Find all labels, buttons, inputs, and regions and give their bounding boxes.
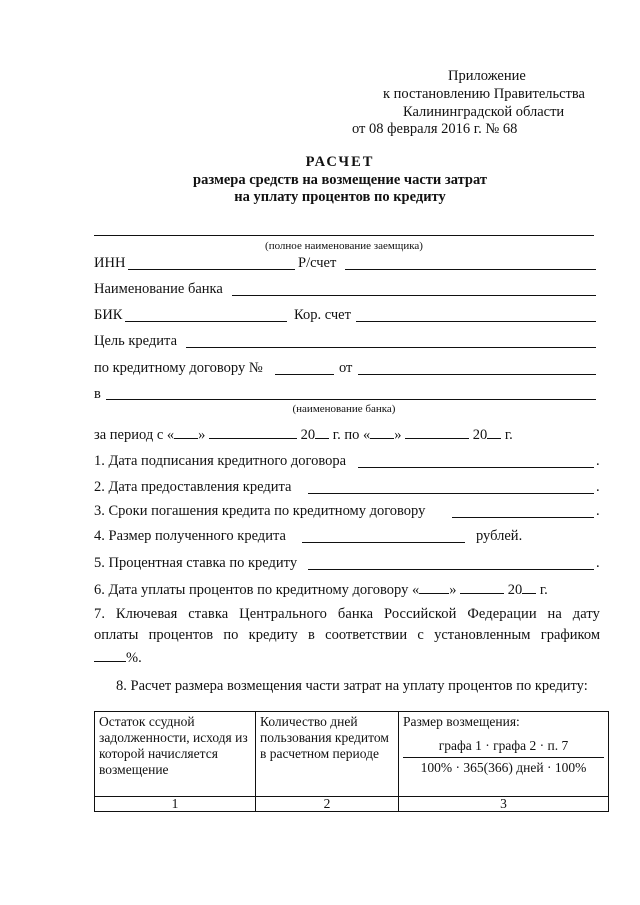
item-3-field[interactable] [452, 517, 594, 518]
bik-field[interactable] [125, 321, 287, 322]
item-7-rate-field[interactable] [94, 648, 126, 662]
table-col-number-3: 3 [399, 797, 609, 812]
item-8-label: 8. Расчет размера возмещения части затрат на уплату процентов по кредиту: [116, 678, 588, 694]
formula-denominator: 100% · 365(366) дней · 100% [403, 757, 604, 776]
item-2-field[interactable] [308, 493, 594, 494]
item-6-year[interactable] [522, 580, 536, 594]
bank-name-field[interactable] [232, 295, 596, 296]
item-5-dot: . [596, 555, 600, 571]
table-col-2-header: Количество дней пользования кредитом в расчетном периоде [256, 712, 399, 797]
document-title: РАСЧЕТ [305, 154, 375, 170]
period-end-year[interactable] [487, 425, 501, 439]
item-6-quote: » [449, 582, 457, 598]
appendix-label: Приложение [448, 68, 526, 84]
borrower-caption: (полное наименование заемщика) [265, 240, 423, 252]
formula [403, 738, 604, 776]
item-4-unit: рублей. [476, 528, 523, 544]
account-label: Р/счет [298, 255, 337, 271]
period-start-year-prefix: 20 [300, 427, 316, 443]
borrower-name-line[interactable] [94, 235, 594, 236]
quote-close: » [198, 427, 206, 443]
item-7-line-2: оплаты процентов по кредиту в соответствии с установленным графиком [94, 627, 600, 643]
table-numbers-row [95, 797, 609, 812]
period-end-day[interactable] [370, 425, 394, 439]
item-2-label: 2. Дата предоставления кредита [94, 479, 292, 495]
period-end-label: г. по « [332, 427, 371, 443]
item-7-rate-row [94, 648, 142, 667]
item-4-field[interactable] [302, 542, 465, 543]
bank-caption: (наименование банка) [292, 403, 396, 415]
item-6-label: 6. Дата уплаты процентов по кредитному договору « [94, 582, 420, 598]
item-1-label: 1. Дата подписания кредитного договора [94, 453, 347, 469]
contract-number-field[interactable] [275, 374, 334, 375]
table-col-3-header [399, 712, 609, 797]
contract-number-label: по кредитному договору № [94, 360, 263, 376]
item-1-dot: . [596, 453, 600, 469]
document-subtitle-1: размера средств на возмещение части затрат [193, 172, 487, 188]
table-col-number-2: 2 [256, 797, 399, 812]
item-5-label: 5. Процентная ставка по кредиту [94, 555, 298, 571]
loan-purpose-label: Цель кредита [94, 333, 178, 349]
calculation-table [94, 711, 609, 812]
table-col-1-header: Остаток ссудной задолженности, исходя из которой начисляется возмещение [95, 712, 256, 797]
item-1-field[interactable] [358, 467, 594, 468]
bank-field[interactable] [106, 399, 596, 400]
bank-name-label: Наименование банка [94, 281, 223, 297]
decree-date-line: от 08 февраля 2016 г. № 68 [352, 121, 518, 137]
item-7-line-1: 7. Ключевая ставка Центрального банка Российской Федерации на дату [94, 606, 600, 622]
item-3-dot: . [596, 503, 600, 519]
item-4-label: 4. Размер полученного кредита [94, 528, 286, 544]
bik-label: БИК [94, 307, 123, 323]
period-end-month[interactable] [405, 425, 469, 439]
corr-account-field[interactable] [356, 321, 596, 322]
item-6-g: г. [539, 582, 548, 598]
item-2-dot: . [596, 479, 600, 495]
period-row [94, 425, 513, 444]
contract-date-field[interactable] [358, 374, 596, 375]
table-col-number-1: 1 [95, 797, 256, 812]
loan-purpose-field[interactable] [186, 347, 596, 348]
table-header-row [95, 712, 609, 797]
document-subtitle-2: на уплату процентов по кредиту [234, 189, 446, 205]
period-start-year[interactable] [315, 425, 329, 439]
account-field[interactable] [345, 269, 596, 270]
period-start-day[interactable] [174, 425, 198, 439]
item-6-row [94, 580, 548, 599]
period-start-label: за период с « [94, 427, 175, 443]
item-6-year-prefix: 20 [507, 582, 523, 598]
in-bank-label: в [94, 386, 101, 402]
period-end-year-prefix: 20 [472, 427, 488, 443]
formula-numerator: графа 1 · графа 2 · п. 7 [438, 738, 569, 753]
decree-line: к постановлению Правительства [383, 86, 585, 102]
period-end-g: г. [504, 427, 513, 443]
table-col-3-title: Размер возмещения: [403, 714, 520, 729]
item-6-day[interactable] [419, 580, 449, 594]
quote-close-2: » [394, 427, 402, 443]
item-6-month[interactable] [460, 580, 504, 594]
inn-field[interactable] [128, 269, 295, 270]
item-7-percent: %. [126, 650, 142, 666]
period-start-month[interactable] [209, 425, 297, 439]
contract-from-label: от [339, 360, 353, 376]
region-line: Калининградской области [403, 104, 565, 120]
item-3-label: 3. Сроки погашения кредита по кредитному договору [94, 503, 426, 519]
corr-account-label: Кор. счет [294, 307, 351, 323]
item-5-field[interactable] [308, 569, 594, 570]
inn-label: ИНН [94, 255, 126, 271]
